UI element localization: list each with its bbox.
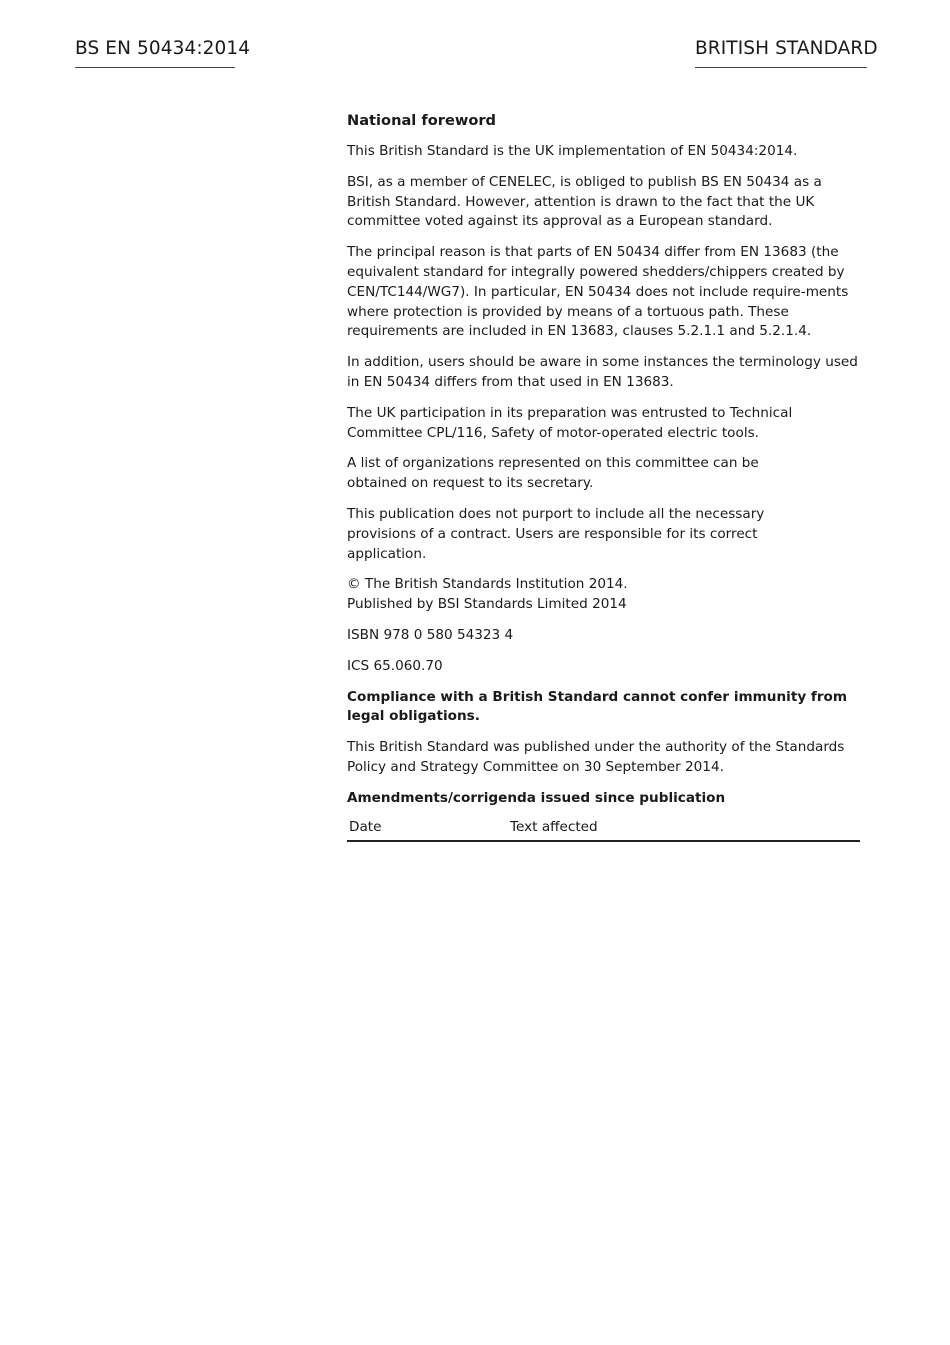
amendments-table xyxy=(347,818,860,843)
column-header-text-affected: Text affected xyxy=(508,818,860,842)
foreword-paragraph: This British Standard is the UK implementation of EN 50434:2014. xyxy=(347,143,798,159)
copyright-line: © The British Standards Institution 2014. xyxy=(347,576,628,593)
foreword-paragraph: The UK participation in its preparation was entrusted to Technical Committee CPL/116, Safety of motor-operated electric tools. xyxy=(347,404,793,441)
compliance-statement: Compliance with a British Standard cannot confer immunity from legal obligations. xyxy=(347,688,848,725)
foreword-paragraph: The principal reason is that parts of EN 50434 differ from EN 13683 (the equivalent standard for integrally powered shedders/chippers created by CEN/TC144/WG7). In particular, EN 50434 does not include require-ments where protection is provided by means of a tortuous path. These requirements are included in EN 13683, clauses 5.2.1.1 and 5.2.1.4. xyxy=(347,244,849,340)
national-foreword xyxy=(347,111,859,842)
column-header-date: Date xyxy=(347,818,508,842)
publisher-line: Published by BSI Standards Limited 2014 xyxy=(347,596,627,613)
authority-statement: This British Standard was published under the authority of the Standards Policy and Strategy Committee on 30 September 2014. xyxy=(347,739,845,775)
foreword-paragraph: In addition, users should be aware in some instances the terminology used in EN 50434 differs from that used in EN 13683. xyxy=(347,354,858,390)
document-code-header: BS EN 50434:2014 xyxy=(75,38,235,68)
ics-code: ICS 65.060.70 xyxy=(347,657,443,674)
amendments-title: Amendments/corrigenda issued since publication xyxy=(347,789,726,806)
copyright-block xyxy=(347,575,859,615)
standard-type-header: BRITISH STANDARD xyxy=(695,38,867,68)
isbn: ISBN 978 0 580 54323 4 xyxy=(347,626,514,643)
table-header-row xyxy=(347,818,860,842)
foreword-paragraph: BSI, as a member of CENELEC, is obliged to publish BS EN 50434 as a British Standard. However, attention is drawn to the fact that the UK committee voted against its approval as a European standard. xyxy=(347,173,822,230)
foreword-paragraph: A list of organizations represented on this committee can be obtained on request to its secretary. xyxy=(347,455,759,492)
foreword-paragraph: This publication does not purport to include all the necessary provisions of a contract. Users are responsible for its correct application. xyxy=(347,505,765,562)
foreword-title: National foreword xyxy=(347,112,497,129)
